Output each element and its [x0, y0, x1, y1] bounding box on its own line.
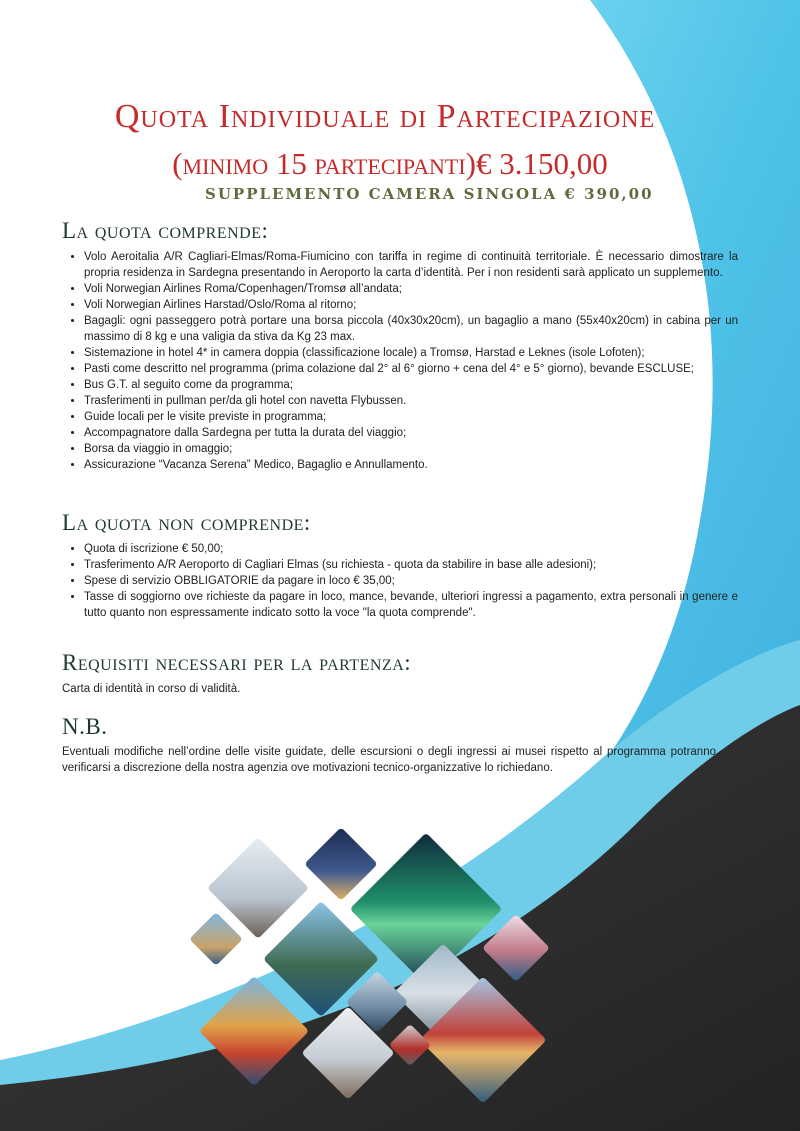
page-title: Quota Individuale di Partecipazione [114, 98, 656, 135]
list-item: • Volo Aeroitalia A/R Cagliari-Elmas/Roma-Fiumicino con tariffa in regime di continuità territoriale. È necessario dimostrare la propria residenza in Sardegna presentando in Aeroporto la carta d’identità. Per i non residenti sarà applicato un supplemento. [84, 249, 738, 281]
list-item: • Accompagnatore dalla Sardegna per tutta la durata del viaggio; [84, 425, 738, 441]
nb-text: Eventuali modifiche nell’ordine delle visite guidate, delle escursioni o degli ingressi ai musei rispetto al programma potranno verificarsi a discrezione della nostra agenzia ove motivazioni tecnico-organizzative lo richiedano. [62, 746, 716, 774]
price-subtitle: (minimo 15 partecipanti)€ 3.150,00 [172, 146, 608, 181]
list-item: • Guide locali per le visite previste in programma; [84, 409, 738, 425]
list-item: • Pasti come descritto nel programma (prima colazione dal 2° al 6° giorno + cena del 4° e 5° giorno), bevande ESCLUSE; [84, 361, 738, 377]
list-item: • Trasferimento A/R Aeroporto di Cagliari Elmas (su richiesta - quota da stabilire in base alle adesioni); [84, 557, 738, 573]
list-item: • Spese di servizio OBBLIGATORIE da pagare in loco € 35,00; [84, 573, 738, 589]
list-item: • Quota di iscrizione € 50,00; [84, 541, 738, 557]
list-item: • Sistemazione in hotel 4* in camera doppia (classificazione locale) a Tromsø, Harstad e Leknes (isole Lofoten); [84, 345, 738, 361]
list-item: • Tasse di soggiorno ove richieste da pagare in loco, mance, bevande, ulteriori ingressi a pagamento, extra personali in genere e tutto quanto non espressamente indicato sotto la voce "la quota comprende". [84, 589, 738, 621]
requirements-text: Carta di identità in corso di validità. [62, 683, 241, 695]
includes-heading: La quota comprende: [62, 218, 269, 243]
list-item: • Trasferimenti in pullman per/da gli hotel con navetta Flybussen. [84, 393, 738, 409]
list-item: • Voli Norwegian Airlines Roma/Copenhagen/Tromsø all’andata; [84, 281, 738, 297]
includes-list [62, 249, 738, 473]
excludes-heading: La quota non comprende: [62, 510, 311, 535]
list-item: • Bagagli: ogni passeggero potrà portare una borsa piccola (40x30x20cm), un bagaglio a mano (55x40x20cm) in cabina per un massimo di 8 kg e una valigia da stiva da Kg 23 max. [84, 313, 738, 345]
list-item: • Voli Norwegian Airlines Harstad/Oslo/Roma al ritorno; [84, 297, 738, 313]
list-item: • Borsa da viaggio in omaggio; [84, 441, 738, 457]
excludes-list [62, 541, 738, 621]
requirements-heading: Requisiti necessari per la partenza: [62, 650, 412, 675]
list-item: • Bus G.T. al seguito come da programma; [84, 377, 738, 393]
list-item: • Assicurazione “Vacanza Serena” Medico, Bagaglio e Annullamento. [84, 457, 738, 473]
single-room-supplement: SUPPLEMENTO CAMERA SINGOLA € 390,00 [205, 185, 654, 203]
nb-heading: N.B. [62, 714, 108, 739]
